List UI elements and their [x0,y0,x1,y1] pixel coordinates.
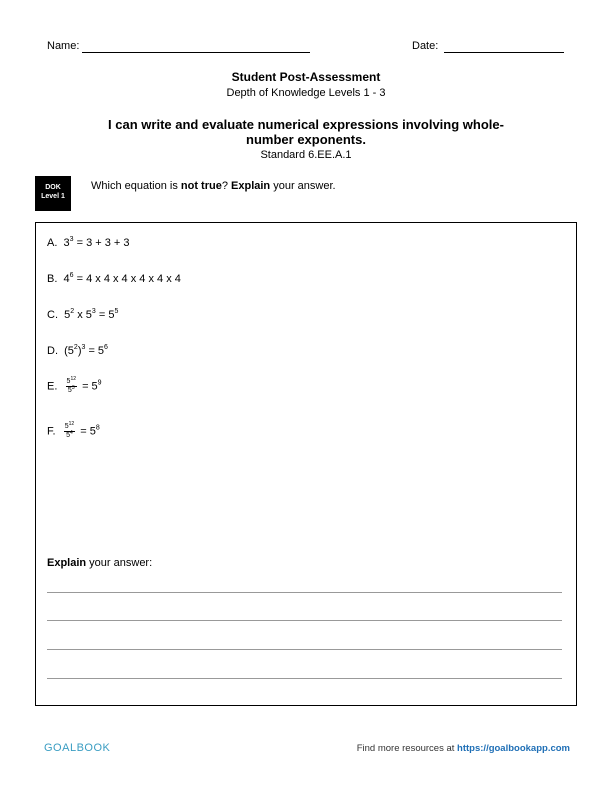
writing-line[interactable] [47,678,562,679]
writing-line[interactable] [47,592,562,593]
writing-line[interactable] [47,649,562,650]
footer-link[interactable]: https://goalbookapp.com [457,743,570,754]
standard-label: Standard 6.EE.A.1 [260,149,352,161]
dok-line1: DOK [45,184,61,191]
page-title: Student Post-Assessment [231,70,381,84]
dok-line2: Level 1 [41,193,65,200]
fraction-e: $\frac{5^{12}}{5^3}$ [66,376,76,394]
page-subtitle: Depth of Knowledge Levels 1 - 3 [226,87,386,99]
dok-badge [35,176,71,211]
answer-box [35,222,577,706]
option-e[interactable]: E. $\frac{5^{12}}{5^3}$ = $5^9$ [47,376,102,394]
option-c[interactable]: C. $5^2$ x $5^3 = 5^5$ [47,308,119,321]
option-a[interactable]: A. $3^3 = 3 + 3 + 3$ [47,236,130,249]
name-label: Name: [47,40,80,52]
learning-objective: I can write and evaluate numerical expressions involving whole-number exponents. [108,117,504,147]
question-text: Which equation is not true? Explain your answer. [91,180,336,192]
footer-text: Find more resources at https://goalbookapp.com [356,743,570,754]
option-d[interactable]: D. $(5^2)^3 = 5^6$ [47,344,108,357]
name-field[interactable] [82,52,310,53]
explain-label: Explain your answer: [47,557,153,569]
option-b[interactable]: B. $4^6 = 4$ x 4 x 4 x 4 x 4 x 4 [47,272,181,285]
date-field[interactable] [444,52,564,53]
date-label: Date: [412,40,439,52]
fraction-f: $\frac{5^{12}}{5^4}$ [64,421,75,439]
goalbook-logo: GOALBOOK [44,742,111,754]
writing-line[interactable] [47,620,562,621]
option-f[interactable]: F. $\frac{5^{12}}{5^4}$ = $5^8$ [47,421,100,439]
